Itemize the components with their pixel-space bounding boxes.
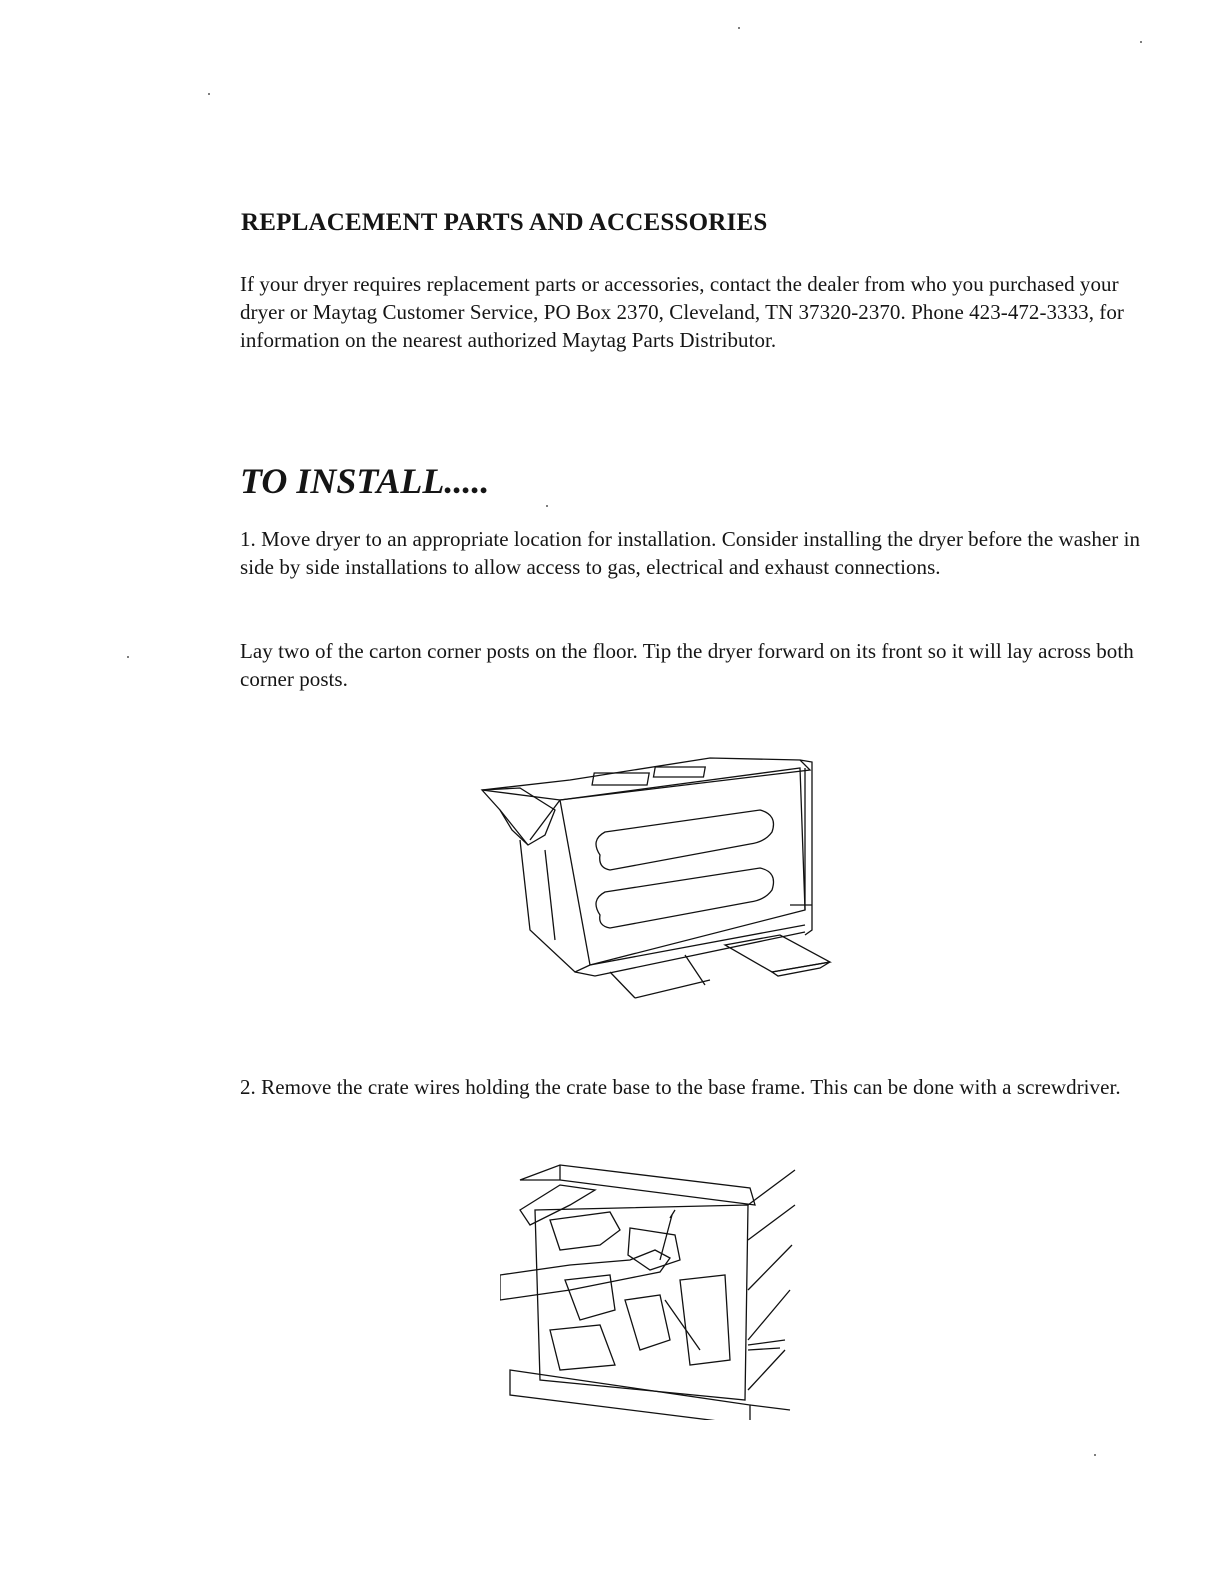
install-title: TO INSTALL..... [240,461,490,501]
scan-speck [738,27,740,29]
step-1-text: 1. Move dryer to an appropriate location for installation. Consider installing the dryer before the washer in side by side installations to allow access to gas, electrical and exhaust connections. [240,527,1141,579]
scan-speck [546,505,548,507]
scan-speck [1094,1454,1096,1456]
dryer-tipped-illustration [460,740,840,1005]
intro-paragraph: If your dryer requires replacement parts or accessories, contact the dealer from who you purchased your dryer or Maytag Customer Service, PO Box 2370, Cleveland, TN 37320-2370. Phone 423-472-3333, for information on the nearest authorized Maytag Parts Distributor. [240,272,1124,352]
scan-speck [1140,41,1142,43]
step-2-text: 2. Remove the crate wires holding the crate base to the base frame. This can be done with a screwdriver. [240,1075,1121,1099]
step-1-note: Lay two of the carton corner posts on the floor. Tip the dryer forward on its front so it will lay across both corner posts. [240,639,1134,691]
scan-speck [208,93,210,95]
section-heading: REPLACEMENT PARTS AND ACCESSORIES [241,209,768,236]
scan-speck [127,656,129,658]
crate-wire-removal-illustration [500,1150,800,1420]
